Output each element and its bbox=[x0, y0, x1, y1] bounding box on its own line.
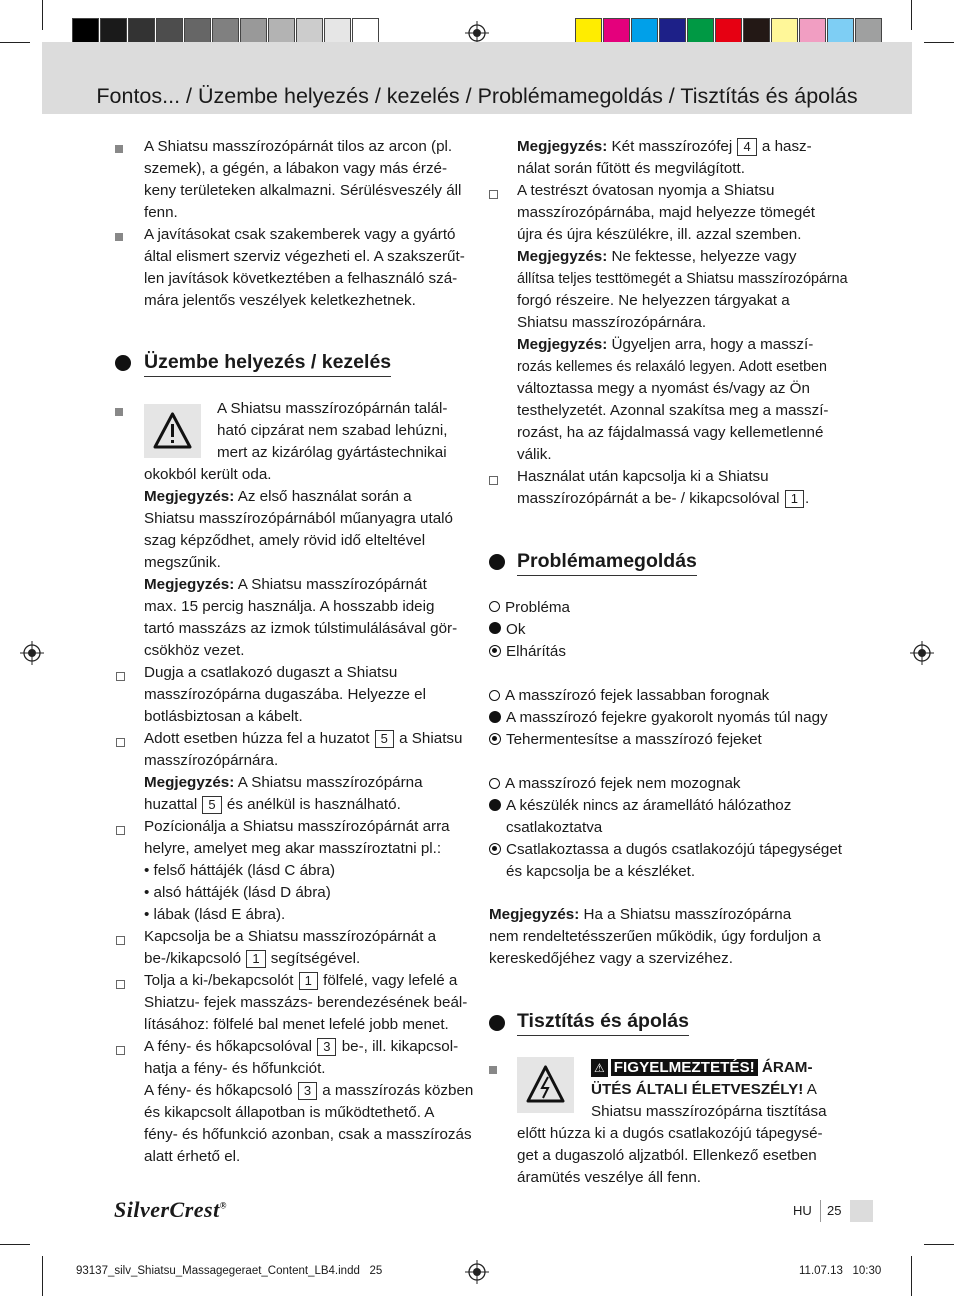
text-line: válik. bbox=[517, 446, 552, 463]
text-line: tartó masszázs az izmok túlstimulálásával gör- bbox=[144, 620, 458, 637]
text-line: által elismert szerviz végezheti el. A szakszerűt- bbox=[144, 248, 465, 265]
text-line: változtassa megy a nyomást és/vagy az Ön bbox=[517, 380, 810, 397]
cause-2-cont: csatlakoztatva bbox=[506, 819, 603, 836]
text-line: Megjegyzés: Ha a Shiatsu masszírozópárna bbox=[489, 906, 792, 923]
cause-2: A készülék nincs az áramellátó hálózathoz bbox=[489, 795, 791, 817]
cause-dot-icon bbox=[489, 622, 501, 634]
remedy-target-icon bbox=[489, 645, 501, 657]
note-heads: Megjegyzés: Két masszírozófej 4 a hasz- bbox=[517, 138, 812, 155]
problem-1: A masszírozó fejek lassabban forognak bbox=[489, 685, 769, 707]
part-number-1: 1 bbox=[299, 972, 318, 990]
text-line: Megjegyzés: Az első használat során a bbox=[144, 488, 412, 505]
text-line: újra és újra készülékre, ill. azzal szemben. bbox=[517, 226, 802, 243]
step-box-icon bbox=[116, 1046, 125, 1055]
text-line: csökhöz vezet. bbox=[144, 642, 245, 659]
step-box-icon bbox=[116, 936, 125, 945]
text-line: fény- és hőfunkció azonban, csak a masszírozás bbox=[144, 1126, 472, 1143]
text-line: áramütés veszélye áll fenn. bbox=[517, 1169, 702, 1186]
step-direction-cont: Shiatzu- fejek masszázs- berendezésének beál- bbox=[144, 994, 468, 1011]
cause-1: A masszírozó fejekre gyakorolt nyomás túl nagy bbox=[489, 707, 828, 729]
step-box-icon bbox=[489, 476, 498, 485]
text-line: nem rendeltetésszerűen működik, úgy forduljon a bbox=[489, 928, 821, 945]
text-line: botlásbiztosan a kábelt. bbox=[144, 708, 303, 725]
registration-mark-icon bbox=[20, 641, 44, 665]
text-line: A Shiatsu masszírozópárnát tilos az arcon (pl. bbox=[144, 138, 453, 155]
text-line: szag képződhet, amely rövid idő elteltével bbox=[144, 532, 426, 549]
page-title: Fontos... / Üzembe helyezés / kezelés / Problémamegoldás / Tisztítás és ápolás bbox=[96, 84, 858, 108]
step-cover: Adott esetben húzza fel a huzatot 5 a Shiatsu bbox=[144, 730, 463, 747]
page-number: 25 bbox=[827, 1203, 842, 1218]
part-number-3: 3 bbox=[317, 1038, 336, 1056]
text-line: get a dugaszoló aljzatból. Ellenkező esetben bbox=[517, 1147, 817, 1164]
small-warning-icon: ⚠ bbox=[591, 1059, 608, 1077]
text-line: len javítások következtében a felhasználó szá- bbox=[144, 270, 458, 287]
cleaning-warning-cont: ÜTÉS ÁLTALI ÉLETVESZÉLY! A bbox=[591, 1081, 817, 1098]
note-cover-cont: huzattal 5 és anélkül is használható. bbox=[144, 796, 401, 813]
cleaning-warning-cont2: Shiatsu masszírozópárna tisztítása bbox=[591, 1103, 827, 1120]
remedy-2: Csatlakoztassa a dugós csatlakozójú tápegységet bbox=[489, 839, 842, 861]
text-line: előtt húzza ki a dugós csatlakozójú tápegysé- bbox=[517, 1125, 823, 1142]
bullet-square-icon bbox=[115, 145, 123, 153]
text-line: forgó részeire. Ne helyezzen tárgyakat a bbox=[517, 292, 790, 309]
cleaning-warning: ⚠ FIGYELMEZTETÉS! ÁRAM- bbox=[591, 1057, 813, 1079]
step-cover-cont: masszírozópárnára. bbox=[144, 752, 279, 769]
step-light-heat-note: A fény- és hőkapcsoló 3 a masszírozás közben bbox=[144, 1082, 474, 1099]
legend-problem: Probléma bbox=[489, 597, 570, 619]
bullet-square-icon bbox=[115, 408, 123, 416]
registration-mark-icon bbox=[465, 1260, 489, 1284]
text-line: masszírozópárna dugaszába. Helyezze el bbox=[144, 686, 426, 703]
text-line: fenn. bbox=[144, 204, 178, 221]
step-light-heat: A fény- és hőkapcsolóval 3 be-, ill. kikapcsol- bbox=[144, 1038, 459, 1055]
text-line: rozás kellemes és relaxáló legyen. Adott esetben bbox=[517, 359, 827, 375]
text-line: Shiatsu masszírozópárnára. bbox=[517, 314, 707, 331]
slug-date: 11.07.13 10:30 bbox=[799, 1265, 882, 1277]
note-heads-cont: nálat során fűtött és megvilágított. bbox=[517, 160, 745, 177]
problem-circle-icon bbox=[489, 601, 500, 612]
part-number-1: 1 bbox=[246, 950, 265, 968]
text-line: Dugja a csatlakozó dugaszt a Shiatsu bbox=[144, 664, 398, 681]
text-line: rozást, ha az fájdalmassá vagy kellemetlenné bbox=[517, 424, 824, 441]
text-line: Megjegyzés: A Shiatsu masszírozópárnát bbox=[144, 576, 427, 593]
text-line: szemek), a gégén, a lábakon vagy más érzé- bbox=[144, 160, 448, 177]
text-line: keny területeken alkalmazni. Sérülésveszély áll bbox=[144, 182, 462, 199]
section-title-cleaning: Tisztítás és ápolás bbox=[517, 1010, 689, 1036]
legend-cause: Ok bbox=[489, 619, 525, 641]
text-line: masszírozópárnába, majd helyezze tömegét bbox=[517, 204, 815, 221]
text-line: megszűnik. bbox=[144, 554, 221, 571]
legend-remedy: Elhárítás bbox=[489, 641, 566, 663]
text-line: • lábak (lásd E ábra). bbox=[144, 906, 286, 923]
part-number-4: 4 bbox=[737, 138, 756, 156]
step-light-heat-cont: hatja a fény- és hőfunkciót. bbox=[144, 1060, 326, 1077]
section-bullet-icon bbox=[489, 1015, 505, 1031]
problem-2: A masszírozó fejek nem mozognak bbox=[489, 773, 741, 795]
text-line: Megjegyzés: Ne fektesse, helyezze vagy bbox=[517, 248, 797, 265]
text-line: A javításokat csak szakemberek vagy a gyártó bbox=[144, 226, 456, 243]
text-line: mára jelentős veszélyek keletkezhetnek. bbox=[144, 292, 416, 309]
footer-divider bbox=[820, 1200, 821, 1222]
step-box-icon bbox=[116, 826, 125, 835]
text-line: mert az kizárólag gyártástechnikai bbox=[217, 444, 447, 461]
step-direction-cont2: lításához: fölfelé bal menet lefelé jobb menet. bbox=[144, 1016, 449, 1033]
part-number-3: 3 bbox=[298, 1082, 317, 1100]
page-number-tab bbox=[850, 1200, 873, 1222]
section-bullet-icon bbox=[489, 554, 505, 570]
step-switch-off: Használat után kapcsolja ki a Shiatsu bbox=[517, 468, 769, 485]
language-code: HU bbox=[793, 1203, 812, 1218]
step-box-icon bbox=[116, 738, 125, 747]
step-box-icon bbox=[116, 980, 125, 989]
step-switch-on-cont: be-/kikapcsoló 1 segítségével. bbox=[144, 950, 361, 967]
text-line: helyre, amelyet meg akar masszíroztatni pl.: bbox=[144, 840, 442, 857]
slug-file: 93137_silv_Shiatsu_Massagegeraet_Content_LB4.indd 25 bbox=[76, 1265, 383, 1277]
text-line: ható cipzárat nem szabad lehúzni, bbox=[217, 422, 448, 439]
text-line: A testrészt óvatosan nyomja a Shiatsu bbox=[517, 182, 775, 199]
bullet-square-icon bbox=[489, 1066, 497, 1074]
text-line: állítsa teljes testtömegét a Shiatsu masszírozópárna bbox=[517, 271, 848, 287]
note-cover: Megjegyzés: A Shiatsu masszírozópárna bbox=[144, 774, 423, 791]
text-line: és kikapcsolt állapotban is működtethető. A bbox=[144, 1104, 435, 1121]
part-number-5: 5 bbox=[202, 796, 221, 814]
text-line: max. 15 percig használja. A hosszabb ideig bbox=[144, 598, 435, 615]
text-line: Pozícionálja a Shiatsu masszírozópárnát arra bbox=[144, 818, 450, 835]
text-line: • alsó háttájék (lásd D ábra) bbox=[144, 884, 331, 901]
lightning-warning-icon bbox=[517, 1057, 574, 1113]
text-line: Shiatsu masszírozópárnából műanyagra utaló bbox=[144, 510, 453, 527]
part-number-1: 1 bbox=[785, 490, 804, 508]
text-line: • felső háttájék (lásd C ábra) bbox=[144, 862, 336, 879]
remedy-1: Tehermentesítse a masszírozó fejeket bbox=[489, 729, 762, 751]
text-line: okokból került oda. bbox=[144, 466, 272, 483]
section-bullet-icon bbox=[115, 355, 131, 371]
step-box-icon bbox=[116, 672, 125, 681]
text-line: kereskedőjéhez vagy a szervizéhez. bbox=[489, 950, 733, 967]
step-switch-off-cont: masszírozópárnát a be- / kikapcsolóval 1 . bbox=[517, 490, 810, 507]
remedy-2-cont: és kapcsolja be a készléket. bbox=[506, 863, 696, 880]
bullet-square-icon bbox=[115, 233, 123, 241]
section-title-operation: Üzembe helyezés / kezelés bbox=[144, 351, 391, 377]
warning-triangle-icon bbox=[144, 404, 201, 458]
step-switch-on: Kapcsolja be a Shiatsu masszírozópárnát a bbox=[144, 928, 437, 945]
text-line: A Shiatsu masszírozópárnán talál- bbox=[217, 400, 448, 417]
text-line: alatt érhető el. bbox=[144, 1148, 241, 1165]
section-title-troubleshooting: Problémamegoldás bbox=[517, 550, 697, 576]
brand-logo: SilverCrest® bbox=[114, 1197, 227, 1222]
step-direction: Tolja a ki-/bekapcsolót 1 fölfelé, vagy lefelé a bbox=[144, 972, 458, 989]
registration-mark-icon bbox=[910, 641, 934, 665]
text-line: Megjegyzés: Ügyeljen arra, hogy a masszí- bbox=[517, 336, 814, 353]
part-number-5: 5 bbox=[375, 730, 394, 748]
text-line: testhelyzetét. Azonnal szakítsa meg a masszí- bbox=[517, 402, 829, 419]
step-box-icon bbox=[489, 190, 498, 199]
